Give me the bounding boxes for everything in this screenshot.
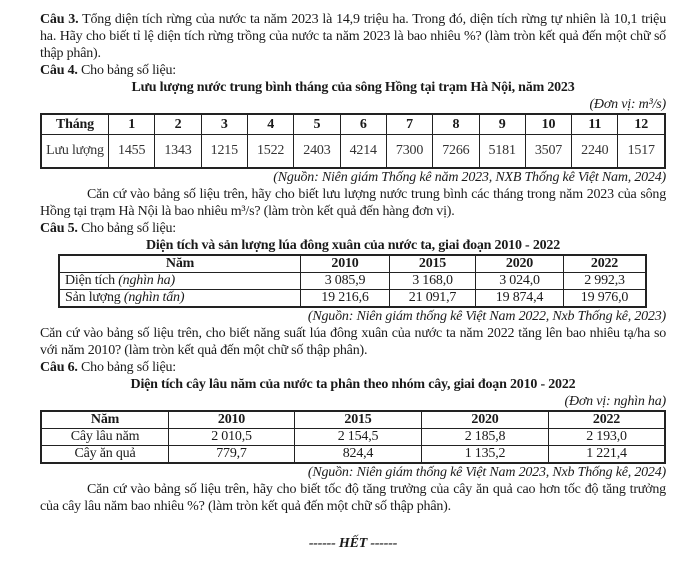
cell: 2403 <box>294 135 340 169</box>
question-3 <box>40 11 666 62</box>
cell: 19 976,0 <box>564 290 647 308</box>
header-cell: 9 <box>479 114 525 135</box>
cell: 2 154,5 <box>295 429 422 446</box>
cell: 1455 <box>109 135 155 169</box>
cell: 3 085,9 <box>301 273 390 290</box>
cell: 3507 <box>525 135 571 169</box>
cell: 1522 <box>247 135 293 169</box>
question-4-intro-text: Cho bảng số liệu: <box>77 63 176 78</box>
table-header-row <box>41 411 665 429</box>
header-cell: 1 <box>109 114 155 135</box>
cell: 2240 <box>572 135 618 169</box>
table-header-row <box>59 255 646 273</box>
table-row <box>41 446 665 464</box>
question-4-text: Căn cứ vào bảng số liệu trên, hãy cho biết lưu lượng nước trung bình các tháng trong năm 2023 của sông Hồng tại trạm Hà Nội là bao nhiêu m³/s? (làm tròn kết quả đến hàng đơn vị). <box>40 187 666 219</box>
question-4-label: Câu 4. <box>40 63 78 78</box>
cell: 7266 <box>433 135 479 169</box>
cell: 1343 <box>155 135 201 169</box>
header-cell: 2022 <box>549 411 666 429</box>
table-row <box>59 290 646 308</box>
cell: 1215 <box>201 135 247 169</box>
header-cell: 2015 <box>295 411 422 429</box>
rice-table <box>58 254 647 308</box>
question-6-text: Căn cứ vào bảng số liệu trên, hãy cho biết tốc độ tăng trưởng của cây ăn quả cao hơn tốc độ tăng trưởng của cây lâu năm bao nhiêu %? (làm tròn kết quả đến một chữ số thập phân). <box>40 482 666 514</box>
header-cell: 10 <box>525 114 571 135</box>
row-label: Lưu lượng <box>41 135 109 169</box>
row-unit: (nghìn tấn) <box>123 290 185 305</box>
header-cell: 2020 <box>476 255 564 273</box>
header-cell: 2010 <box>301 255 390 273</box>
header-cell: Năm <box>41 411 169 429</box>
question-4-intro <box>40 62 666 79</box>
cell: 2 193,0 <box>549 429 666 446</box>
header-cell: 2010 <box>169 411 295 429</box>
cell: 3 024,0 <box>476 273 564 290</box>
table-3-source: (Nguồn: Niên giám thống kê Việt Nam 2023, Nxb Thống kê, 2024) <box>307 465 666 480</box>
header-cell: 2022 <box>564 255 647 273</box>
cell: 2 010,5 <box>169 429 295 446</box>
header-cell: Tháng <box>41 114 109 135</box>
question-5-label: Câu 5. <box>40 221 78 236</box>
table-2-title: Diện tích và sản lượng lúa đông xuân của nước ta, giai đoạn 2010 - 2022 <box>145 238 561 253</box>
question-6-intro <box>40 359 666 376</box>
table-3-title: Diện tích cây lâu năm của nước ta phân theo nhóm cây, giai đoạn 2010 - 2022 <box>130 377 576 392</box>
header-cell: 11 <box>572 114 618 135</box>
question-3-label: Câu 3. <box>40 12 79 27</box>
row-name: Diện tích <box>65 273 119 288</box>
cell: 1 135,2 <box>422 446 549 464</box>
river-flow-table <box>40 113 666 169</box>
table-2-source: (Nguồn: Niên giám thống kê Việt Nam 2022, Nxb Thống kê, 2023) <box>307 309 666 324</box>
cell: 19 874,4 <box>476 290 564 308</box>
question-5-intro <box>40 220 666 237</box>
header-cell: Năm <box>59 255 301 273</box>
perennial-crops-table <box>40 410 666 464</box>
cell: 2 185,8 <box>422 429 549 446</box>
header-cell: 2020 <box>422 411 549 429</box>
question-6-intro-text: Cho bảng số liệu: <box>77 360 176 375</box>
header-cell: 4 <box>247 114 293 135</box>
table-1-unit: (Đơn vị: m³/s) <box>589 97 666 112</box>
cell: 824,4 <box>295 446 422 464</box>
row-label <box>59 273 301 290</box>
header-cell: 2015 <box>390 255 476 273</box>
cell: 7300 <box>386 135 432 169</box>
row-label: Cây ăn quả <box>41 446 169 464</box>
cell: 2 992,3 <box>564 273 647 290</box>
header-cell: 12 <box>618 114 665 135</box>
table-row <box>41 135 665 169</box>
cell: 1 221,4 <box>549 446 666 464</box>
cell: 19 216,6 <box>301 290 390 308</box>
cell: 1517 <box>618 135 665 169</box>
end-marker: ------ HẾT ------ <box>308 536 398 551</box>
table-1-title: Lưu lượng nước trung bình tháng của sông Hồng tại trạm Hà Nội, năm 2023 <box>131 80 575 95</box>
row-label: Cây lâu năm <box>41 429 169 446</box>
question-6-label: Câu 6. <box>40 360 78 375</box>
header-cell: 6 <box>340 114 386 135</box>
question-3-text: Tổng diện tích rừng của nước ta năm 2023 là 14,9 triệu ha. Trong đó, diện tích rừng tự nhiên là 10,1 triệu ha. Hãy cho biết tỉ lệ diện tích rừng trồng của nước ta năm 2023 là bao nhiêu %? (làm tròn kết quả đến một chữ số thập phân). <box>40 12 666 61</box>
row-unit: (nghìn ha) <box>118 273 175 288</box>
row-label <box>59 290 301 308</box>
table-header-row <box>41 114 665 135</box>
cell: 4214 <box>340 135 386 169</box>
header-cell: 3 <box>201 114 247 135</box>
header-cell: 2 <box>155 114 201 135</box>
table-3-unit: (Đơn vị: nghìn ha) <box>564 394 666 409</box>
table-row <box>59 273 646 290</box>
header-cell: 8 <box>433 114 479 135</box>
table-row <box>41 429 665 446</box>
question-5-text: Căn cứ vào bảng số liệu trên, cho biết năng suất lúa đông xuân của nước ta năm 2022 tăng lên bao nhiêu tạ/ha so với năm 2010? (làm tròn kết quả đến một chữ số thập phân). <box>40 326 666 358</box>
header-cell: 7 <box>386 114 432 135</box>
row-name: Sản lượng <box>65 290 124 305</box>
cell: 3 168,0 <box>390 273 476 290</box>
cell: 779,7 <box>169 446 295 464</box>
cell: 5181 <box>479 135 525 169</box>
cell: 21 091,7 <box>390 290 476 308</box>
question-5-intro-text: Cho bảng số liệu: <box>77 221 176 236</box>
table-1-source: (Nguồn: Niên giám Thống kê năm 2023, NXB Thống kê Việt Nam, 2024) <box>273 170 666 185</box>
header-cell: 5 <box>294 114 340 135</box>
